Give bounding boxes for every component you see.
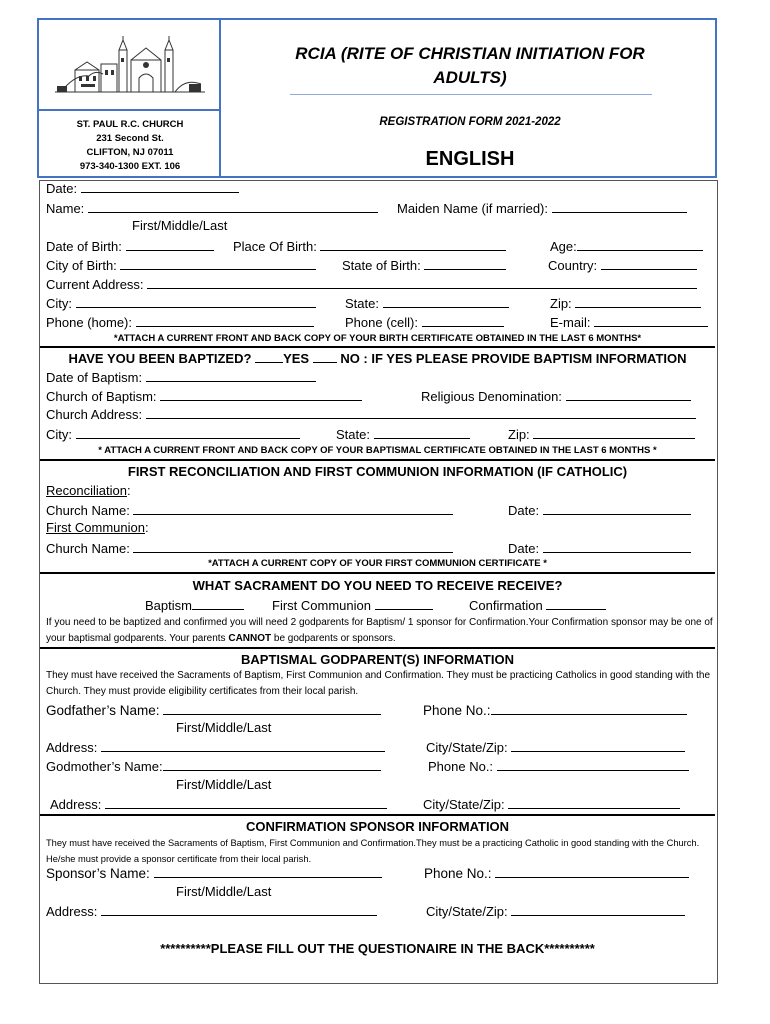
first-communion-option-field[interactable] — [375, 597, 433, 610]
church-phone: 973-340-1300 EXT. 106 — [79, 161, 181, 172]
godfather-name-row: Godfather’s Name: — [46, 702, 381, 719]
godfather-city-state-zip-field[interactable] — [511, 739, 685, 752]
godfather-phone-field[interactable] — [491, 702, 687, 715]
state-of-birth-field[interactable] — [424, 257, 506, 270]
city-row: City: — [46, 295, 316, 312]
date-row: Date: — [46, 180, 239, 197]
church-name: ST. PAUL R.C. CHURCH — [76, 119, 184, 130]
reconciliation-church-row: Church Name: — [46, 502, 453, 519]
communion-heading: FIRST RECONCILIATION AND FIRST COMMUNION INFORMATION (IF CATHOLIC) — [127, 464, 628, 479]
godmother-address-field[interactable] — [105, 796, 387, 809]
email-row: E-mail: — [550, 314, 708, 331]
dob-row: Date of Birth: — [46, 238, 214, 255]
maiden-name-field[interactable] — [552, 200, 687, 213]
godmother-phone-field[interactable] — [497, 758, 689, 771]
baptism-zip-field[interactable] — [533, 426, 695, 439]
dob-field[interactable] — [126, 238, 214, 251]
country-row: Country: — [548, 257, 697, 274]
church-city: CLIFTON, NJ 07011 — [86, 147, 174, 158]
godmother-name-row: Godmother’s Name: — [46, 758, 381, 775]
current-address-field[interactable] — [147, 276, 697, 289]
baptized-no-field[interactable] — [313, 350, 337, 363]
place-of-birth-field[interactable] — [320, 238, 506, 251]
reconciliation-date-row: Date: — [508, 502, 691, 519]
sponsor-heading: CONFIRMATION SPONSOR INFORMATION — [245, 819, 510, 834]
city-field[interactable] — [76, 295, 316, 308]
divider — [40, 459, 715, 461]
state-field[interactable] — [383, 295, 509, 308]
religious-denomination-field[interactable] — [566, 388, 691, 401]
sponsor-name-row: Sponsor’s Name: — [46, 865, 382, 882]
church-of-baptism-field[interactable] — [160, 388, 362, 401]
state-of-birth-row: State of Birth: — [342, 257, 506, 274]
godmother-name-hint: First/Middle/Last — [176, 777, 272, 792]
form-title-line2: ADULTS) — [433, 68, 507, 87]
zip-field[interactable] — [575, 295, 701, 308]
godmother-city-state-zip-row: City/State/Zip: — [423, 796, 680, 813]
date-of-baptism-field[interactable] — [146, 369, 316, 382]
godfather-address-row: Address: — [46, 739, 385, 756]
language-label: ENGLISH — [425, 148, 515, 170]
sponsor-city-state-zip-field[interactable] — [511, 903, 685, 916]
age-field[interactable] — [577, 238, 703, 251]
baptism-heading: HAVE YOU BEEN BAPTIZED? YES NO : IF YES PLEASE PROVIDE BAPTISM INFORMATION — [68, 351, 687, 366]
city-of-birth-field[interactable] — [120, 257, 316, 270]
sponsor-note: They must have received the Sacraments of Baptism, First Communion and Confirmation.They must be a practicing Catholic in good standing with the Church. He/she must provide a sponsor certificate from their local parish. — [46, 838, 700, 864]
name-row: Name: — [46, 200, 378, 217]
confirmation-option-field[interactable] — [546, 597, 606, 610]
sacrament-heading: WHAT SACRAMENT DO YOU NEED TO RECEIVE RECEIVE? — [192, 578, 563, 593]
sponsor-name-field[interactable] — [154, 865, 382, 878]
email-field[interactable] — [594, 314, 708, 327]
sponsor-phone-field[interactable] — [495, 865, 689, 878]
godfather-name-hint: First/Middle/Last — [176, 720, 272, 735]
state-row: State: — [345, 295, 509, 312]
communion-church-row: Church Name: — [46, 540, 453, 557]
church-logo-image — [55, 34, 205, 100]
divider — [40, 647, 715, 649]
godmother-name-field[interactable] — [163, 758, 381, 771]
date-of-baptism-row: Date of Baptism: — [46, 369, 316, 386]
form-title-line1: RCIA (RITE OF CHRISTIAN INITIATION FOR — [295, 44, 645, 63]
sponsor-address-field[interactable] — [101, 903, 377, 916]
title-rule — [290, 94, 652, 95]
communion-date-row: Date: — [508, 540, 691, 557]
sacrament-note: If you need to be baptized and confirmed you will need 2 godparents for Baptism/ 1 sponsor for Confirmation.Your Confirmation sponsor may be one of your baptismal godparents. Your parents CANNOT be godparents or sponsors. — [46, 617, 713, 644]
divider — [40, 814, 715, 816]
phone-home-row: Phone (home): — [46, 314, 314, 331]
baptism-city-field[interactable] — [76, 426, 300, 439]
church-address-row: Church Address: — [46, 406, 696, 423]
zip-row: Zip: — [550, 295, 701, 312]
confirmation-option: Confirmation — [469, 597, 606, 614]
godparents-heading: BAPTISMAL GODPARENT(S) INFORMATION — [241, 652, 514, 667]
godfather-name-field[interactable] — [163, 702, 381, 715]
godmother-city-state-zip-field[interactable] — [508, 796, 680, 809]
birth-certificate-note: *ATTACH A CURRENT FRONT AND BACK COPY OF YOUR BIRTH CERTIFICATE OBTAINED IN THE LAST 6 MONTHS* — [113, 333, 642, 344]
reconciliation-church-field[interactable] — [133, 502, 453, 515]
divider — [40, 346, 715, 348]
form-subtitle: REGISTRATION FORM 2021-2022 — [379, 116, 561, 128]
sponsor-name-hint: First/Middle/Last — [176, 884, 272, 899]
church-address-field[interactable] — [146, 406, 696, 419]
first-communion-option: First Communion — [272, 597, 433, 614]
phone-home-field[interactable] — [136, 314, 314, 327]
baptism-state-row: State: — [336, 426, 470, 443]
baptism-city-row: City: — [46, 426, 300, 443]
city-of-birth-row: City of Birth: — [46, 257, 316, 274]
godfather-city-state-zip-row: City/State/Zip: — [426, 739, 685, 756]
baptism-option-field[interactable] — [192, 597, 244, 610]
godmother-phone-row: Phone No.: — [428, 758, 689, 775]
sponsor-city-state-zip-row: City/State/Zip: — [426, 903, 685, 920]
sponsor-address-row: Address: — [46, 903, 377, 920]
baptismal-certificate-note: * ATTACH A CURRENT FRONT AND BACK COPY OF YOUR BAPTISMAL CERTIFICATE OBTAINED IN THE LAST 6 MONTHS * — [98, 445, 657, 456]
baptized-yes-field[interactable] — [255, 350, 283, 363]
first-communion-label: First Communion: — [46, 520, 149, 535]
questionnaire-note: **********PLEASE FILL OUT THE QUESTIONAIRE IN THE BACK********** — [160, 941, 595, 956]
godmother-address-row: Address: — [50, 796, 387, 813]
country-field[interactable] — [601, 257, 697, 270]
sponsor-phone-row: Phone No.: — [424, 865, 689, 882]
phone-cell-field[interactable] — [422, 314, 504, 327]
godfather-phone-row: Phone No.: — [423, 702, 687, 719]
communion-date-field[interactable] — [543, 540, 691, 553]
godparents-note: They must have received the Sacraments of Baptism, First Communion and Confirmation. They must be practicing Catholics in good standing with the Church. They must provide eligibility certificates from their local parish. — [46, 670, 711, 697]
reconciliation-label: Reconciliation: — [46, 483, 131, 498]
maiden-name-row: Maiden Name (if married): — [397, 200, 687, 217]
communion-certificate-note: *ATTACH A CURRENT COPY OF YOUR FIRST COMMUNION CERTIFICATE * — [208, 558, 547, 569]
baptism-zip-row: Zip: — [508, 426, 695, 443]
reconciliation-date-field[interactable] — [543, 502, 691, 515]
divider — [40, 572, 715, 574]
baptism-state-field[interactable] — [374, 426, 470, 439]
age-row: Age: — [550, 238, 703, 255]
religious-denomination-row: Religious Denomination: — [421, 388, 691, 405]
church-of-baptism-row: Church of Baptism: — [46, 388, 362, 405]
place-of-birth-row: Place Of Birth: — [233, 238, 506, 255]
church-street: 231 Second St. — [96, 133, 164, 144]
baptism-option: Baptism — [145, 597, 244, 614]
date-field[interactable] — [81, 180, 239, 193]
communion-church-field[interactable] — [133, 540, 453, 553]
phone-cell-row: Phone (cell): — [345, 314, 504, 331]
current-address-row: Current Address: — [46, 276, 697, 293]
name-hint: First/Middle/Last — [132, 218, 228, 233]
name-field[interactable] — [88, 200, 378, 213]
godfather-address-field[interactable] — [101, 739, 385, 752]
